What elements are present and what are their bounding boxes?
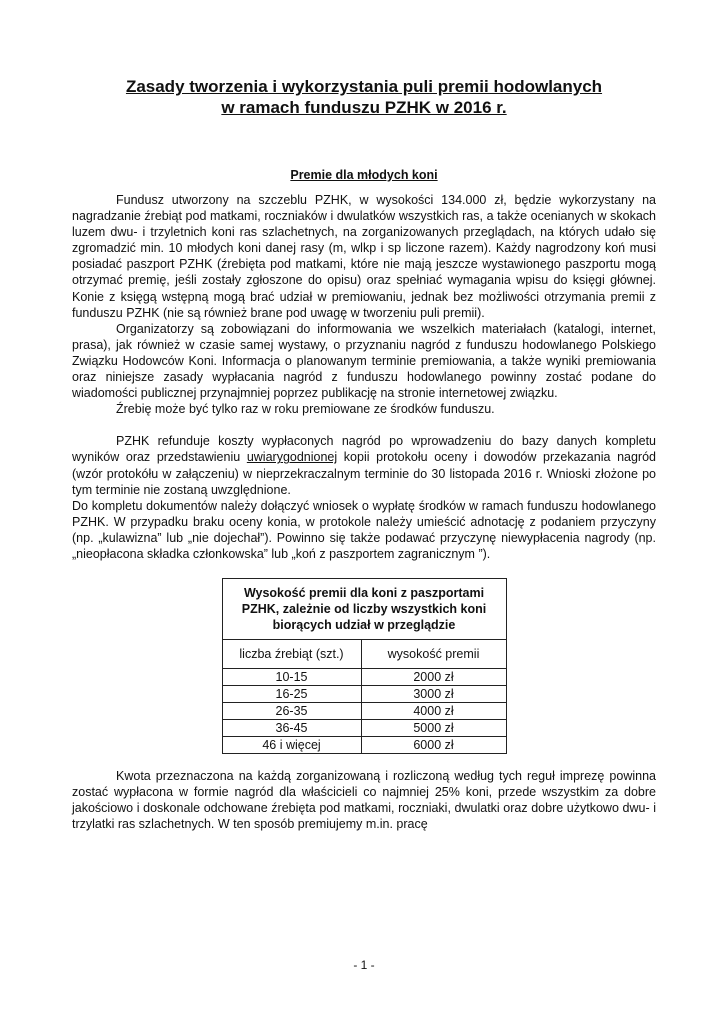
table-row: [222, 703, 506, 720]
cell-amount: 6000 zł: [361, 737, 506, 754]
column-header-foals: liczba źrebiąt (szt.): [222, 640, 361, 669]
paragraph-fund: Fundusz utworzony na szczeblu PZHK, w wysokości 134.000 zł, będzie wykorzystany na nagradzanie źrebiąt pod matkami, roczniaków i dwulatków wszystkich ras, a także ocenianych w skokach luzem dwu- i trzyletnich koni ras szlachetnych, na zorganizowanych przeglądach, na których udało się zgromadzić min. 10 młodych koni danej rasy (m, wlkp i sp liczone razem). Każdy nagrodzony koń musi posiadać paszport PZHK (źrebięta pod matkami, które nie mają jeszcze wystawionego paszportu mogą otrzymać premię, jeśli zostały zgłoszone do opisu) oraz spełniać wymagania wpisu do księgi głównej. Konie z księgą wstępną mogą brać udział w premiowaniu, jednak bez możliwości otrzymania premii z funduszu PZHK (nie są również brane pod uwagę w tworzeniu puli premii).: [72, 193, 656, 320]
refund-underlined-word: uwiarygodnionej: [246, 450, 338, 465]
title-line-1: Zasady tworzenia i wykorzystania puli premii hodowlanych: [125, 77, 603, 96]
paragraph-organizers: Organizatorzy są zobowiązani do informowania we wszelkich materiałach (katalogi, internet, prasa), jak również w czasie samej wystawy, o przyznaniu nagród z funduszu hodowlanego Polskiego Związku Hodowców Koni. Informacja o planowanym terminie premiowania, a także wyniki premiowania oraz niniejsze zasady wypłacania nagród z funduszu hodowlanego powinny zostać podane do wiadomości publicznej przynajmniej poprzez publikację na stronie internetowej związku.: [72, 321, 656, 401]
cell-amount: 4000 zł: [361, 703, 506, 720]
table-row: [222, 669, 506, 686]
document-body: [72, 192, 656, 832]
cell-amount: 3000 zł: [361, 686, 506, 703]
document-title: [72, 0, 656, 118]
premium-table-title-line-1: Wysokość premii dla koni z paszportami: [243, 586, 485, 601]
cell-range: 46 i więcej: [222, 737, 361, 754]
cell-amount: 2000 zł: [361, 669, 506, 686]
table-row: [222, 720, 506, 737]
page-number: - 1 -: [353, 958, 375, 972]
premium-table-title-line-2: PZHK, zależnie od liczby wszystkich koni: [241, 602, 487, 617]
table-row: [222, 737, 506, 754]
premium-table-title: [222, 579, 506, 640]
paragraph-refund: [72, 433, 656, 497]
cell-amount: 5000 zł: [361, 720, 506, 737]
cell-range: 16-25: [222, 686, 361, 703]
paragraph-foal-once: Źrebię może być tylko raz w roku premiowane ze środków funduszu.: [116, 402, 495, 417]
refund-text-1: PZHK refunduje koszty wypłaconych nagród po wprowadzeniu do bazy danych kompletu wyników oraz przedstawieniu: [72, 434, 656, 465]
premium-table-header-row: [222, 640, 506, 669]
section-subtitle: Premie dla młodych koni: [290, 168, 438, 182]
paragraph-documents: Do kompletu dokumentów należy dołączyć wniosek o wypłatę środków w ramach funduszu hodowlanego PZHK. W przypadku braku oceny konia, w protokole należy umieścić adnotację z podaniem przyczyny (np. „kulawizna” lub „nie dojechał”). Powinno się także podawać przyczynę niewypłacenia nagrody (np. „nieopłacona składka członkowska” lub „koń z paszportem zagranicznym ”).: [72, 498, 656, 561]
title-line-2: w ramach funduszu PZHK w 2016 r.: [221, 98, 507, 117]
premium-table: [222, 578, 507, 754]
premium-table-title-line-3: biorących udział w przeglądzie: [272, 618, 456, 633]
table-row: [222, 686, 506, 703]
column-header-premium: wysokość premii: [361, 640, 506, 669]
cell-range: 10-15: [222, 669, 361, 686]
refund-text-2: kopii protokołu oceny i dowodów przekazania nagród (wzór protokółu w załączeniu) w nieprzekraczalnym terminie do 30 listopada 2016 r. Wnioski złożone po tym terminie nie zostaną uwzględnione.: [72, 450, 656, 497]
cell-range: 36-45: [222, 720, 361, 737]
paragraph-payout: Kwota przeznaczona na każdą zorganizowaną i rozliczoną według tych reguł imprezę powinna zostać wypłacona w formie nagród dla właścicieli co najmniej 25% koni, przede wszystkim za dobre jakościowo i doskonale odchowane źrebięta pod matkami, roczniaki, dwulatki oraz dobre użytkowo dwu- i trzylatki ras szlachetnych. W ten sposób premiujemy m.in. pracę: [72, 769, 656, 832]
cell-range: 26-35: [222, 703, 361, 720]
